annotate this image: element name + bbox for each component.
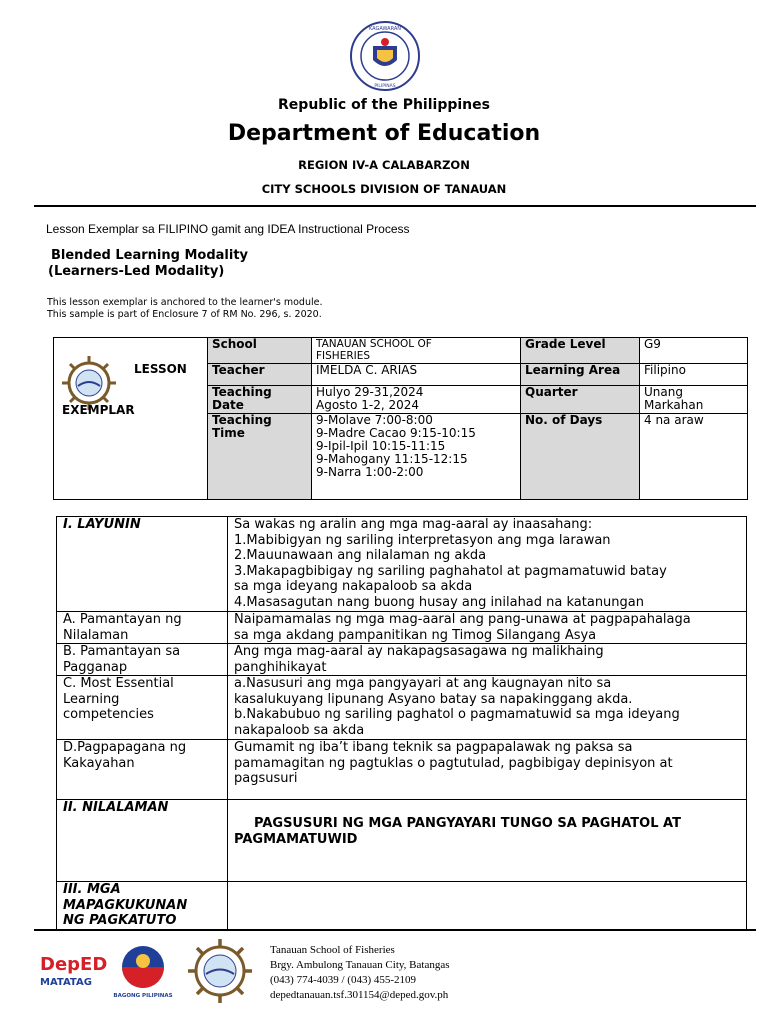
modality-line-1: Blended Learning Modality <box>51 248 249 263</box>
layunin-line: 1.Mabibigyan ng sariling interpretasyon ang mga larawan <box>234 532 611 548</box>
time-slot: 9-Narra 1:00-2:00 <box>316 465 424 479</box>
label-line: III. MGA <box>63 882 121 897</box>
teaching-date-label <box>208 386 312 414</box>
layunin-line: Sa wakas ng aralin ang mga mag-aaral ay inaasahang: <box>234 517 593 532</box>
nilalaman-line-1: PAGSUSURI NG MGA PANGYAYARI TUNGO SA PAGHATOL AT <box>254 816 681 831</box>
pamantayan-nilalaman-content <box>228 612 747 644</box>
footer-school-name: Tanauan School of Fisheries <box>270 944 395 956</box>
content-line: nakapaloob sa akda <box>234 722 365 738</box>
note-line-2: This sample is part of Enclosure 7 of RM No. 296, s. 2020. <box>47 309 322 320</box>
content-line: pagsusuri <box>234 771 298 786</box>
pamantayan-pagganap-label <box>57 644 228 676</box>
melc-label <box>57 676 228 740</box>
label-line: D.Pagpapagana ng <box>63 740 187 755</box>
school-footer-logo <box>186 937 254 1005</box>
teaching-date-value-2: Agosto 1-2, 2024 <box>316 398 420 412</box>
layunin-line: 2.Mauunawaan ang nilalaman ng akda <box>234 548 487 563</box>
mapagkukunan-label <box>57 882 228 930</box>
time-slot: 9-Mahogany 11:15-12:15 <box>316 452 468 466</box>
content-line: sa mga akdang pampanitikan ng Timog Silangang Asya <box>234 627 597 643</box>
melc-content <box>228 676 747 740</box>
quarter-label: Quarter <box>521 386 640 414</box>
content-line: Ang mga mag-aaral ay nakapagsasagawa ng malikhaing <box>234 644 604 659</box>
bagong-pilipinas-emblem <box>118 945 168 989</box>
layunin-line: 4.Masasagutan nang buong husay ang inilahad na katanungan <box>234 594 644 610</box>
content-line: kasalukuyang lipunang Asyano batay sa napakinggang akda. <box>234 691 633 707</box>
quarter-value-1: Unang <box>644 385 683 399</box>
deped-matatag-logo <box>40 955 106 1000</box>
school-value-line-2: FISHERIES <box>316 350 371 362</box>
learning-area-value: Filipino <box>640 364 748 386</box>
layunin-label: I. LAYUNIN <box>57 517 228 612</box>
lesson-info-table <box>53 337 748 500</box>
content-line: pamamagitan ng pagtuklas o pagtutulad, pagbibigay depinisyon at <box>234 755 673 771</box>
label-line: Pagganap <box>63 659 128 675</box>
bagong-pilipinas-logo <box>112 945 174 1001</box>
exemplar-label: EXEMPLAR <box>62 403 135 417</box>
svg-text:KAGAWARAN: KAGAWARAN <box>368 26 402 32</box>
lesson-content-table <box>56 516 747 930</box>
label-line: competencies <box>63 707 154 722</box>
quarter-value <box>640 386 748 414</box>
lesson-exemplar-cell <box>54 338 208 500</box>
nilalaman-label: II. NILALAMAN <box>57 800 228 882</box>
teaching-time-value <box>312 414 521 500</box>
note-line-1: This lesson exemplar is anchored to the learner's module. <box>47 297 323 308</box>
school-value-line-1: TANAUAN SCHOOL OF <box>316 338 432 350</box>
teacher-label: Teacher <box>208 364 312 386</box>
content-line: panghihikayat <box>234 659 327 675</box>
content-line: Gumamit ng iba’t ibang teknik sa pagpapalawak ng paksa sa <box>234 740 633 755</box>
content-line: Naipamamalas ng mga mag-aaral ang pang-unawa at pagpapahalaga <box>234 612 691 627</box>
school-contact <box>270 943 450 1003</box>
label-line: NG PAGKATUTO <box>63 913 177 928</box>
content-line: b.Nakabubuo ng sariling paghatol o pagmamatuwid sa mga ideyang <box>234 707 680 722</box>
footer-email[interactable]: depedtanauan.tsf.301154@deped.gov.ph <box>270 989 449 1001</box>
footer-divider <box>34 929 756 931</box>
grade-level-value: G9 <box>640 338 748 364</box>
nilalaman-line-2: PAGMAMATUWID <box>234 831 358 847</box>
footer-address: Brgy. Ambulong Tanauan City, Batangas <box>270 959 450 971</box>
department-heading: Department of Education <box>227 121 541 146</box>
teaching-time-label <box>208 414 312 500</box>
label-line: MAPAGKUKUNAN <box>63 897 188 913</box>
teaching-date-label-1: Teaching <box>212 385 272 399</box>
school-label: School <box>208 338 312 364</box>
content-line: a.Nasusuri ang mga pangyayari at ang kaugnayan nito sa <box>234 676 612 691</box>
modality-title <box>48 248 248 280</box>
republic-heading: Republic of the Philippines <box>278 97 490 113</box>
division-heading: CITY SCHOOLS DIVISION OF TANAUAN <box>261 182 507 196</box>
deped-logo-text: DepED <box>40 954 108 975</box>
teaching-date-label-2: Date <box>212 398 244 412</box>
footer-phone: (043) 774-4039 / (043) 455-2109 <box>270 974 417 986</box>
matatag-text: MATATAG <box>40 977 92 988</box>
days-label: No. of Days <box>521 414 640 500</box>
modality-line-2: (Learners-Led Modality) <box>48 264 225 279</box>
exemplar-title: Lesson Exemplar sa FILIPINO gamit ang IDEA Instructional Process <box>46 222 410 236</box>
teaching-date-value <box>312 386 521 414</box>
label-line: Nilalaman <box>63 627 129 643</box>
mapagkukunan-content <box>228 882 747 930</box>
pagpapagana-label <box>57 740 228 800</box>
time-slot: 9-Ipil-Ipil 10:15-11:15 <box>316 439 446 453</box>
teacher-value: IMELDA C. ARIAS <box>312 364 521 386</box>
bagong-pilipinas-text: BAGONG PILIPINAS <box>113 993 173 999</box>
teaching-date-value-1: Hulyo 29-31,2024 <box>316 385 424 399</box>
time-slot: 9-Madre Cacao 9:15-10:15 <box>316 426 476 440</box>
grade-level-label: Grade Level <box>521 338 640 364</box>
header-divider <box>34 205 756 207</box>
label-line: B. Pamantayan sa <box>63 644 181 659</box>
label-line: C. Most Essential <box>63 676 174 691</box>
pamantayan-pagganap-content <box>228 644 747 676</box>
label-line: Learning <box>63 691 120 707</box>
layunin-line: sa mga ideyang nakapaloob sa akda <box>234 579 473 594</box>
days-value: 4 na araw <box>640 414 748 500</box>
teaching-time-label-1: Teaching <box>212 413 272 427</box>
school-value <box>312 338 521 364</box>
region-heading: REGION IV-A CALABARZON <box>298 158 470 172</box>
nilalaman-content <box>228 800 747 882</box>
svg-text:PILIPINAS: PILIPINAS <box>374 84 396 89</box>
teaching-time-label-2: Time <box>212 426 245 440</box>
pamantayan-nilalaman-label <box>57 612 228 644</box>
quarter-value-2: Markahan <box>644 398 704 412</box>
pagpapagana-content <box>228 740 747 800</box>
layunin-content <box>228 517 747 612</box>
lesson-label: LESSON <box>134 362 187 376</box>
label-line: Kakayahan <box>63 755 135 771</box>
time-slot: 9-Molave 7:00-8:00 <box>316 413 433 427</box>
deped-seal-logo <box>349 20 421 92</box>
learning-area-label: Learning Area <box>521 364 640 386</box>
layunin-line: 3.Makapagbibigay ng sariling paghahatol at pagmamatuwid batay <box>234 563 667 579</box>
label-line: A. Pamantayan ng <box>63 612 182 627</box>
anchor-note <box>47 297 322 321</box>
